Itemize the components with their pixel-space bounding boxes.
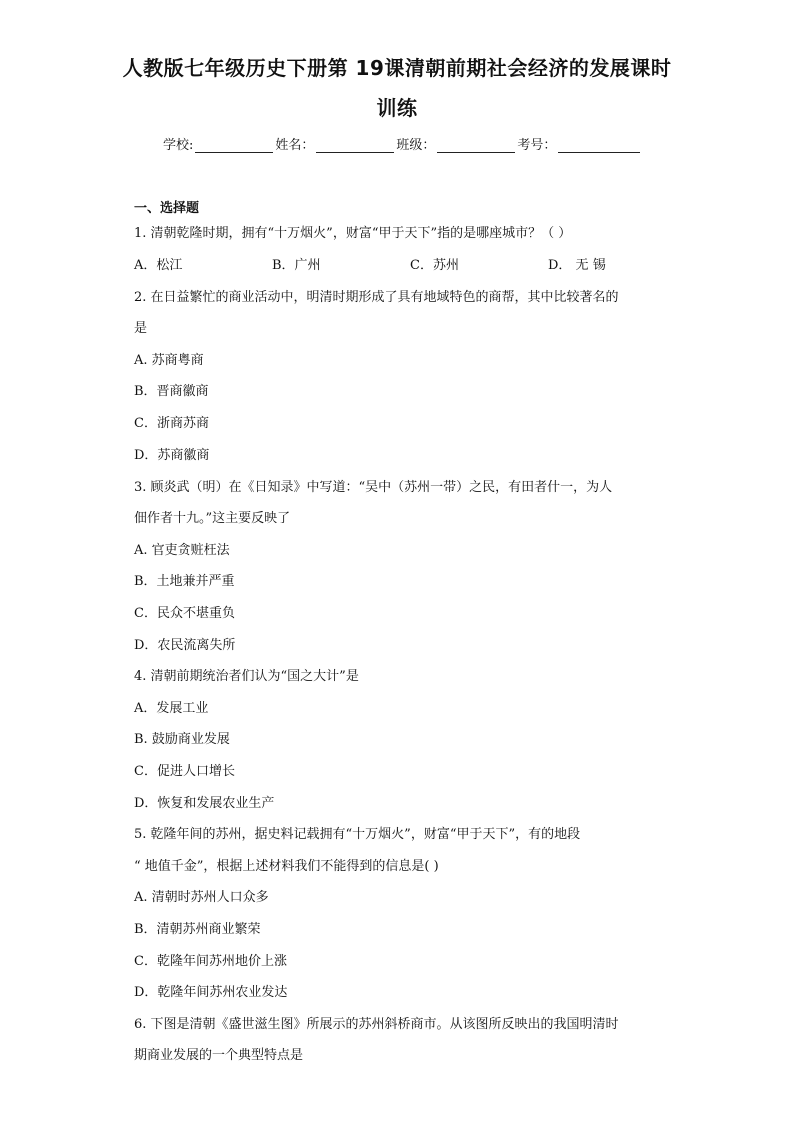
question-2-stem: 2. 在日益繁忙的商业活动中，明清时期形成了具有地域特色的商帮，其中比较著名的 xyxy=(134,290,619,305)
question-1-options xyxy=(134,254,654,272)
question-2-option-c[interactable]: C．浙商苏商 xyxy=(134,416,209,431)
question-1-stem: 1. 清朝乾隆时期，拥有“十万烟火”，财富“甲于天下”指的是哪座城市？（ ） xyxy=(134,226,572,241)
option-a[interactable]: A．松江 xyxy=(134,258,183,273)
option-d[interactable]: D． 无 锡 xyxy=(548,258,606,273)
question-4-stem: 4. 清朝前期统治者们认为“国之大计”是 xyxy=(134,669,359,684)
question-5-option-d[interactable]: D．乾隆年间苏州农业发达 xyxy=(134,985,288,1000)
question-4-option-b[interactable]: B. 鼓励商业发展 xyxy=(134,732,230,747)
question-6-stem-cont: 期商业发展的一个典型特点是 xyxy=(134,1048,304,1063)
option-c[interactable]: C．苏州 xyxy=(410,258,459,273)
class-label: 班级： xyxy=(396,138,436,153)
question-6-stem: 6. 下图是清朝《盛世滋生图》所展示的苏州斜桥商市。从该图所反映出的我国明清时 xyxy=(134,1017,619,1032)
question-2-option-b[interactable]: B．晋商徽商 xyxy=(134,384,209,399)
question-4-option-a[interactable]: A．发展工业 xyxy=(134,701,209,716)
student-info-row xyxy=(163,134,642,153)
exam-no-blank[interactable] xyxy=(558,138,640,153)
question-5-stem-cont: “ 地值千金”，根据上述材料我们不能得到的信息是( ) xyxy=(134,859,439,874)
question-5-option-a[interactable]: A. 清朝时苏州人口众多 xyxy=(134,890,269,905)
question-2-option-a[interactable]: A. 苏商粤商 xyxy=(134,353,204,368)
question-3-stem: 3. 顾炎武（明）在《日知录》中写道：“吴中（苏州一带）之民，有田者什一，为人 xyxy=(134,480,613,495)
section-heading: 一、选择题 xyxy=(134,201,200,216)
question-3-option-a[interactable]: A. 官吏贪赃枉法 xyxy=(134,543,230,558)
school-label: 学校: xyxy=(163,138,194,153)
exam-no-label: 考号： xyxy=(517,138,557,153)
page-title: 人教版七年级历史下册第 19课清朝前期社会经济的发展课时 xyxy=(122,56,672,80)
question-3-option-c[interactable]: C．民众不堪重负 xyxy=(134,606,235,621)
question-5-stem: 5. 乾隆年间的苏州，据史料记载拥有“十万烟火”，财富“甲于天下”，有的地段 xyxy=(134,827,581,842)
name-blank[interactable] xyxy=(316,138,394,153)
question-4-option-c[interactable]: C．促进人口增长 xyxy=(134,764,235,779)
option-b[interactable]: B．广州 xyxy=(272,258,321,273)
school-blank[interactable] xyxy=(195,138,273,153)
question-2-option-d[interactable]: D．苏商徽商 xyxy=(134,448,210,463)
question-4-option-d[interactable]: D．恢复和发展农业生产 xyxy=(134,796,275,811)
question-3-option-b[interactable]: B．土地兼并严重 xyxy=(134,574,235,589)
question-2-stem-cont: 是 xyxy=(134,321,148,336)
question-3-stem-cont: 佃作者十九。”这主要反映了 xyxy=(134,511,291,526)
question-5-option-b[interactable]: B．清朝苏州商业繁荣 xyxy=(134,922,261,937)
class-blank[interactable] xyxy=(437,138,515,153)
question-3-option-d[interactable]: D．农民流离失所 xyxy=(134,638,236,653)
question-5-option-c[interactable]: C．乾隆年间苏州地价上涨 xyxy=(134,954,287,969)
name-label: 姓名： xyxy=(275,138,315,153)
page-title-continued: 训练 xyxy=(376,96,418,120)
